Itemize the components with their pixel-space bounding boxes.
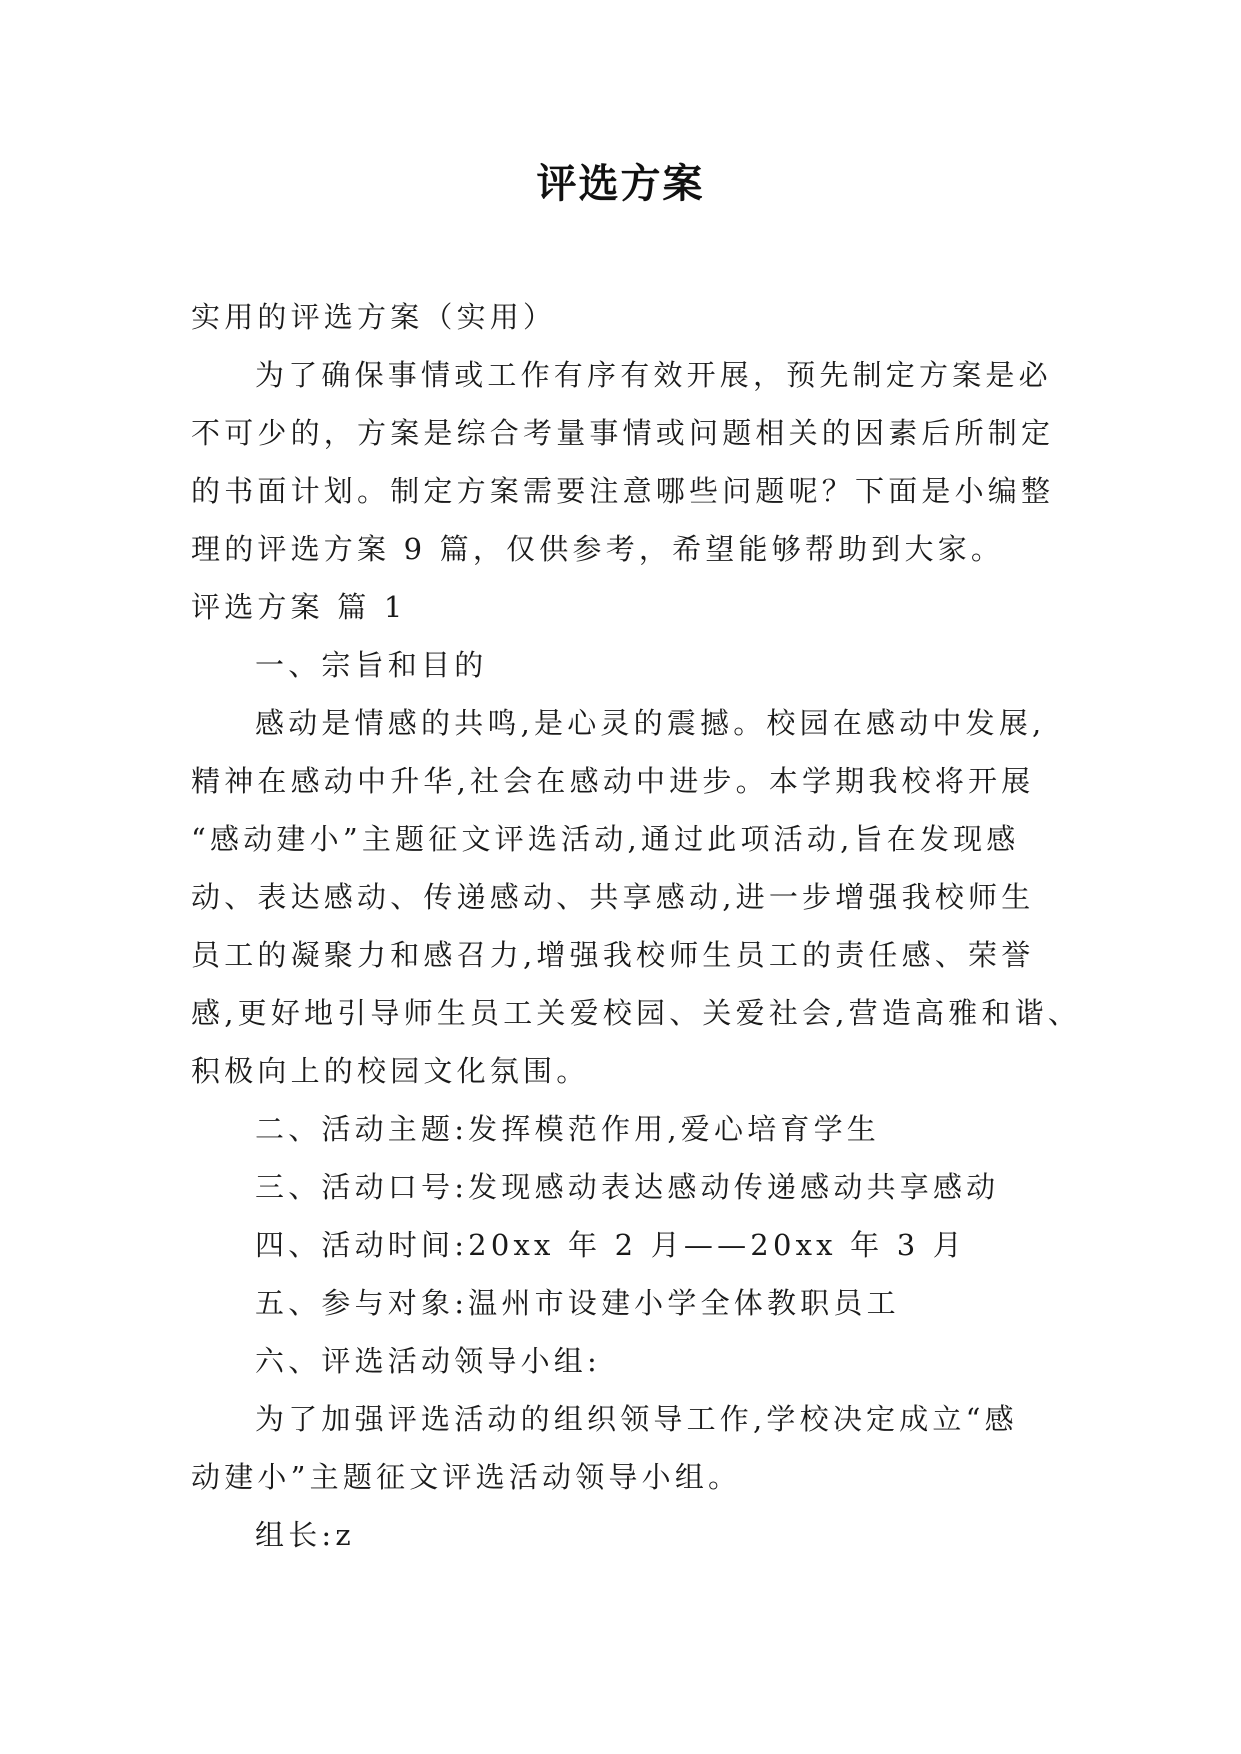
group-leader-line: 组长:z [255, 1518, 355, 1552]
purpose-paragraph-line: 员工的凝聚力和感召力,增强我校师生员工的责任感、荣誉 [191, 938, 1035, 972]
intro-paragraph-line: 理的评选方案 9 篇，仅供参考，希望能够帮助到大家。 [191, 532, 1005, 566]
document-title: 评选方案 [536, 161, 705, 207]
item-activity-theme: 二、活动主题:发挥模范作用,爱心培育学生 [255, 1112, 880, 1146]
purpose-paragraph-line: 积极向上的校园文化氛围。 [191, 1054, 590, 1088]
purpose-paragraph-line: 动、表达感动、传递感动、共享感动,进一步增强我校师生 [191, 880, 1035, 914]
leadership-paragraph-line: 为了加强评选活动的组织领导工作,学校决定成立“感 [255, 1402, 1018, 1436]
purpose-paragraph-line: 精神在感动中升华,社会在感动中进步。本学期我校将开展 [191, 764, 1035, 798]
intro-paragraph-line: 的书面计划。制定方案需要注意哪些问题呢？下面是小编整 [191, 474, 1055, 508]
item-participants: 五、参与对象:温州市设建小学全体教职员工 [255, 1286, 900, 1320]
line-subtitle: 实用的评选方案（实用） [191, 300, 557, 334]
document-body [191, 288, 1082, 1564]
purpose-paragraph-line: 感动是情感的共鸣,是心灵的震撼。校园在感动中发展, [255, 706, 1046, 740]
leadership-paragraph-line: 动建小”主题征文评选活动领导小组。 [191, 1460, 742, 1494]
item-leadership-group: 六、评选活动领导小组: [255, 1344, 601, 1378]
section-heading: 评选方案 篇 1 [191, 590, 407, 624]
item-heading-purpose: 一、宗旨和目的 [255, 648, 488, 682]
purpose-paragraph-line: “感动建小”主题征文评选活动,通过此项活动,旨在发现感 [191, 822, 1020, 856]
intro-paragraph-line: 为了确保事情或工作有序有效开展，预先制定方案是必 [255, 358, 1052, 392]
item-activity-slogan: 三、活动口号:发现感动表达感动传递感动共享感动 [255, 1170, 1000, 1204]
intro-paragraph-line: 不可少的，方案是综合考量事情或问题相关的因素后所制定 [191, 416, 1055, 450]
purpose-paragraph-line: 感,更好地引导师生员工关爱校园、关爱社会,营造高雅和谐、 [191, 996, 1082, 1030]
item-activity-time: 四、活动时间:20xx 年 2 月——20xx 年 3 月 [255, 1228, 967, 1262]
